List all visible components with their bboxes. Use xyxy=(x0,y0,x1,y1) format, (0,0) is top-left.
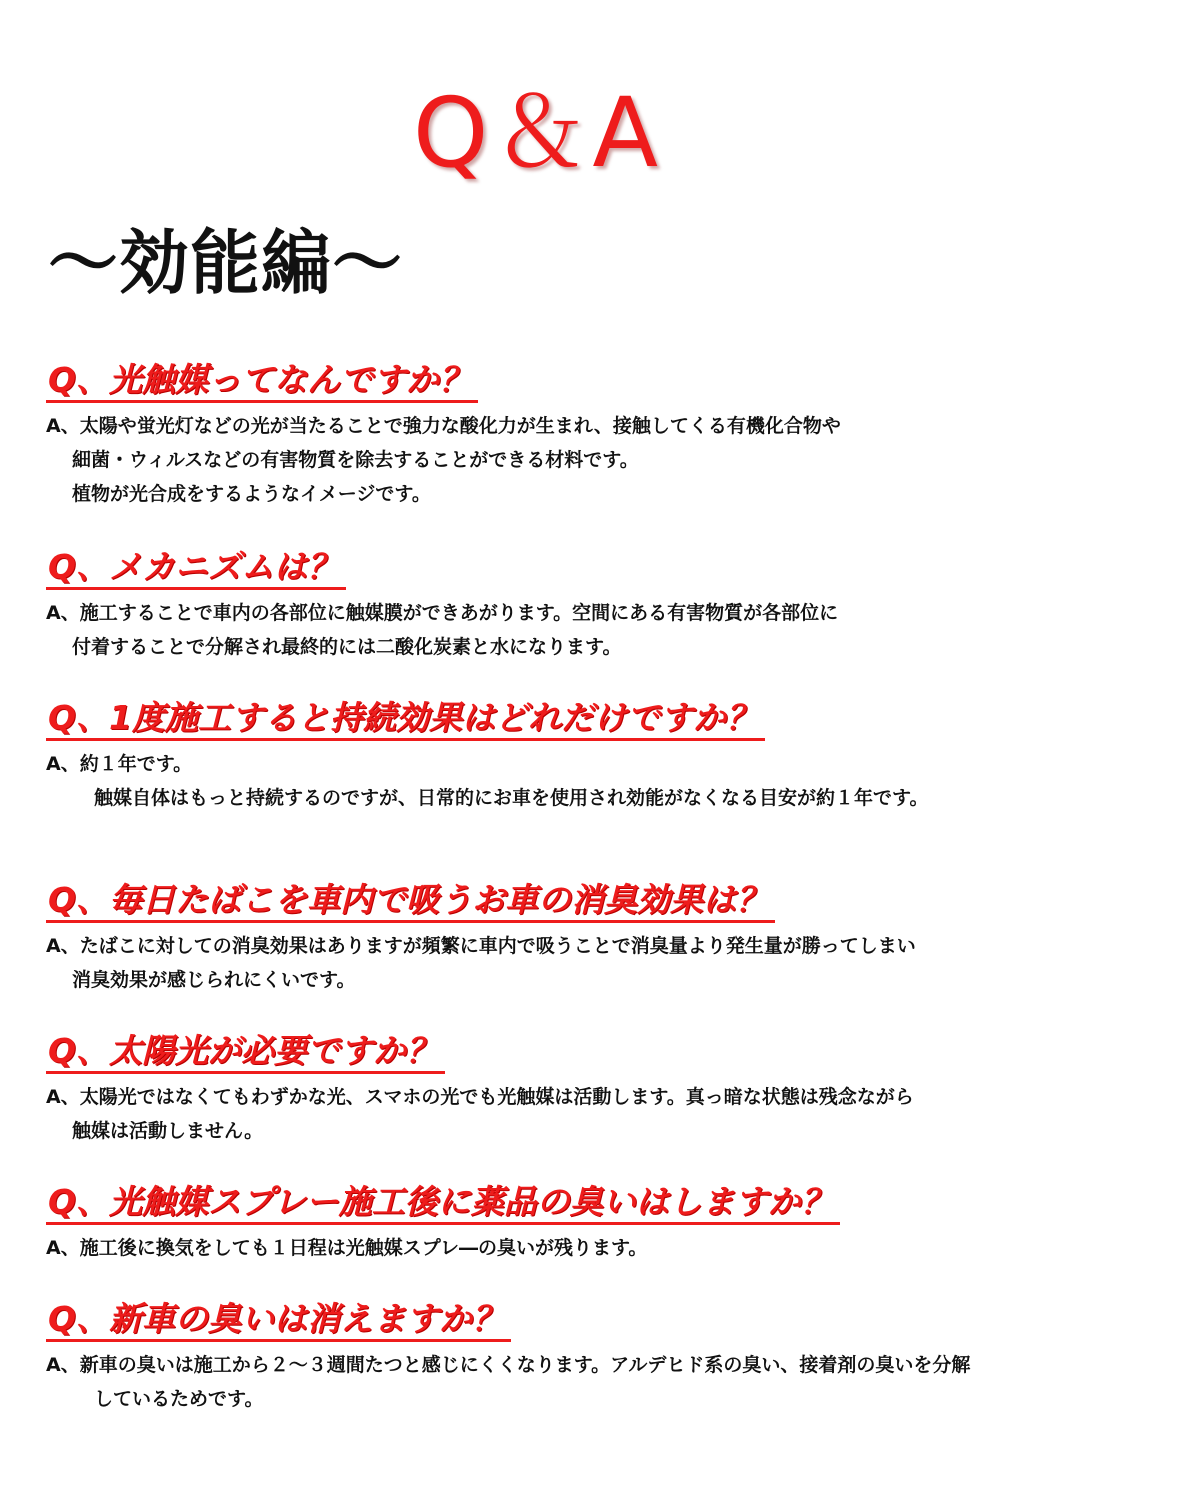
answer-line: 付着することで分解され最終的には二酸化炭素と水になります。 xyxy=(72,636,622,658)
answer xyxy=(46,1348,970,1416)
answer xyxy=(46,1080,914,1148)
answer-line: しているためです。 xyxy=(94,1388,264,1410)
answer-line: A、約１年です。 xyxy=(46,753,193,775)
qa-item xyxy=(46,1031,914,1148)
question: Q、光触媒ってなんですか？ xyxy=(46,360,478,403)
answer xyxy=(46,747,928,815)
qa-item xyxy=(46,698,928,815)
qa-item xyxy=(46,360,841,511)
answer-line: A、太陽や蛍光灯などの光が当たることで強力な酸化力が生まれ、接触してくる有機化合物や xyxy=(46,415,841,437)
question: Q、光触媒スプレー施工後に薬品の臭いはしますか？ xyxy=(46,1182,840,1225)
page-title: Q＆A xyxy=(412,77,663,189)
answer-line: A、たばこに対しての消臭効果はありますが頻繁に車内で吸うことで消臭量より発生量が勝ってしまい xyxy=(46,935,916,957)
answer-line: A、施工後に換気をしても１日程は光触媒スプレ―の臭いが残ります。 xyxy=(46,1237,648,1259)
question: Q、太陽光が必要ですか？ xyxy=(46,1031,445,1074)
answer xyxy=(46,596,838,664)
answer-line: 触媒自体はもっと持続するのですが、日常的にお車を使用され効能がなくなる目安が約１年です。 xyxy=(94,787,929,809)
qa-item xyxy=(46,1299,970,1416)
question: Q、1度施工すると持続効果はどれだけですか？ xyxy=(46,698,765,741)
answer xyxy=(46,409,841,511)
answer xyxy=(46,929,916,997)
question: Q、新車の臭いは消えますか？ xyxy=(46,1299,511,1342)
qa-item xyxy=(46,547,838,664)
answer-line: A、施工することで車内の各部位に触媒膜ができあがります。空間にある有害物質が各部位に xyxy=(46,602,839,624)
answer-line: 消臭効果が感じられにくいです。 xyxy=(72,969,356,991)
question: Q、メカニズムは？ xyxy=(46,547,346,590)
section-heading: ～効能編～ xyxy=(48,222,403,304)
answer-line: A、新車の臭いは施工から２～３週間たつと感じにくくなります。アルデヒド系の臭い、接着剤の臭いを分解 xyxy=(46,1354,971,1376)
question: Q、毎日たばこを車内で吸うお車の消臭効果は？ xyxy=(46,880,775,923)
answer-line: 植物が光合成をするようなイメージです。 xyxy=(72,483,431,505)
answer-line: A、太陽光ではなくてもわずかな光、スマホの光でも光触媒は活動します。真っ暗な状態は残念ながら xyxy=(46,1086,914,1108)
answer xyxy=(46,1231,840,1265)
qa-item xyxy=(46,880,916,997)
answer-line: 触媒は活動しません。 xyxy=(72,1120,264,1142)
answer-line: 細菌・ウィルスなどの有害物質を除去することができる材料です。 xyxy=(72,449,639,471)
qa-item xyxy=(46,1182,840,1265)
